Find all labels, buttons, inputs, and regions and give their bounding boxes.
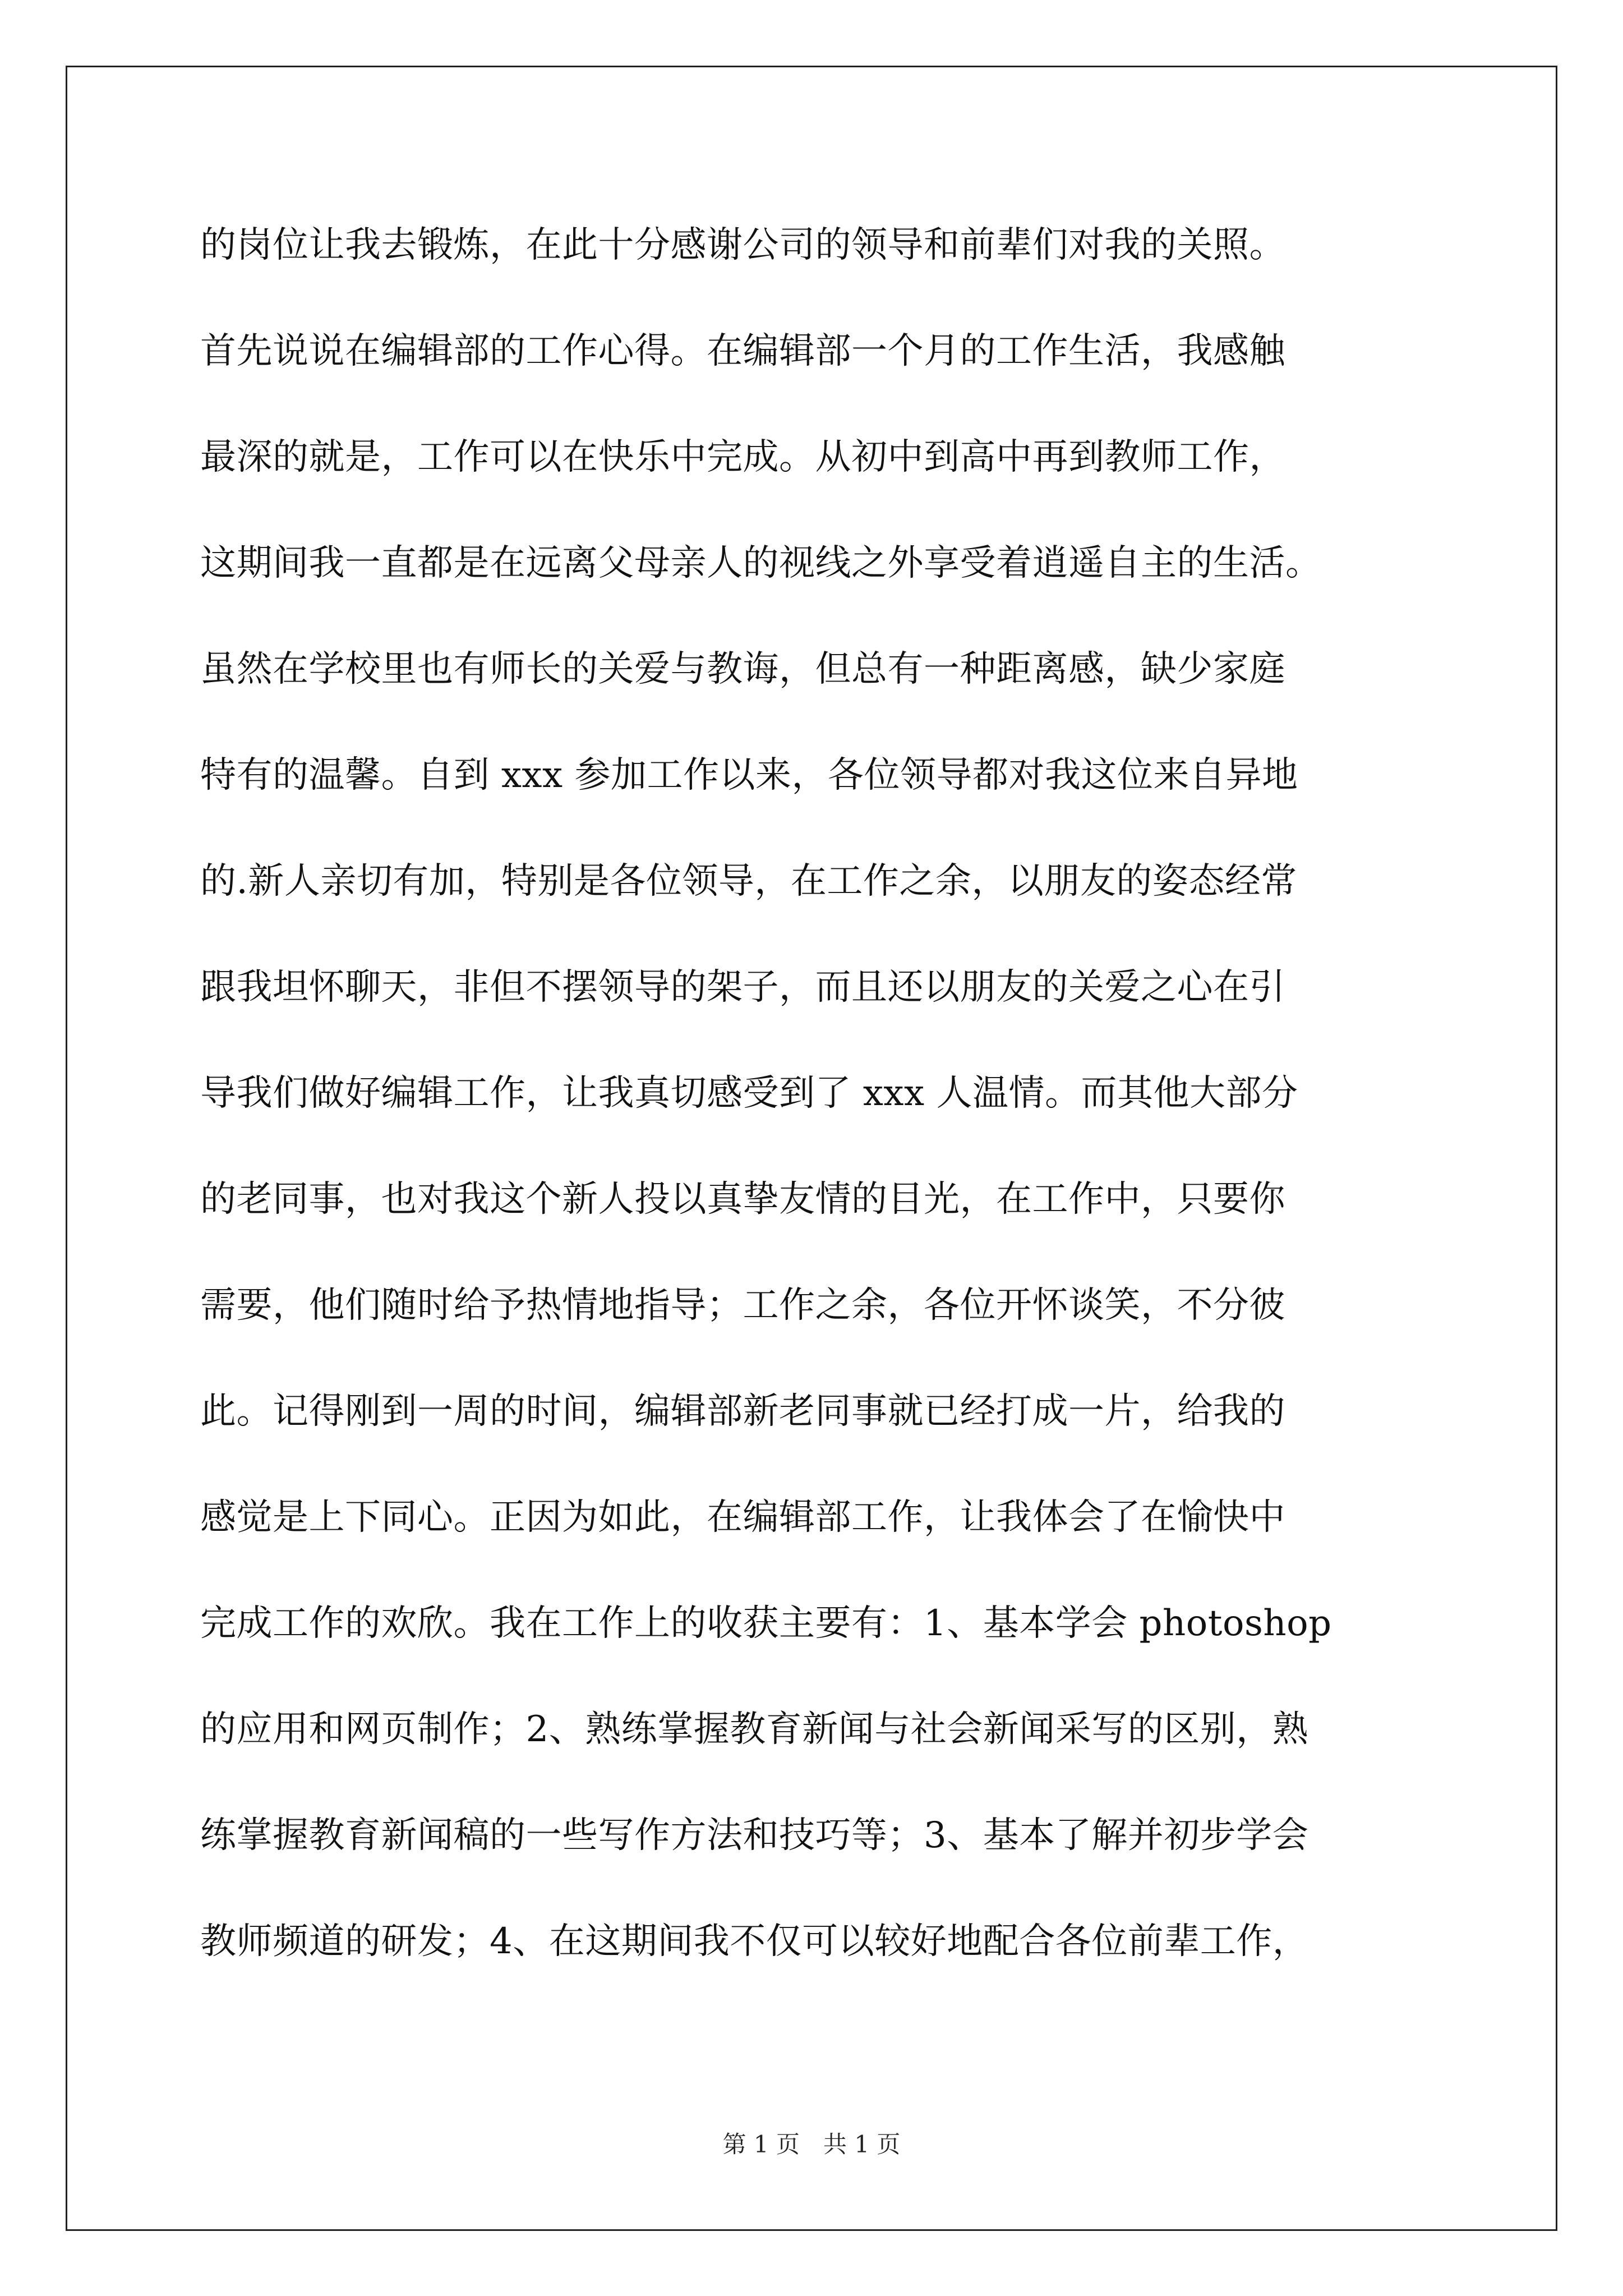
text-line: 练掌握教育新闻稿的一些写作方法和技巧等；3、基本了解并初步学会 (200, 1815, 1309, 1856)
text-line: 完成工作的欢欣。我在工作上的收获主要有：1、基本学会 photoshop (200, 1603, 1332, 1644)
text-line: 需要，他们随时给予热情地指导；工作之余，各位开怀谈笑，不分彼 (200, 1285, 1285, 1326)
page-number-footer: 第 1 页 共 1 页 (722, 2131, 901, 2158)
text-line: 首先说说在编辑部的工作心得。在编辑部一个月的工作生活，我感触 (200, 330, 1285, 372)
text-line: 虽然在学校里也有师长的关爱与教诲，但总有一种距离感，缺少家庭 (200, 648, 1285, 690)
text-line: 感觉是上下同心。正因为如此，在编辑部工作，让我体会了在愉快中 (200, 1497, 1285, 1538)
text-line: 的.新人亲切有加，特别是各位领导，在工作之余，以朋友的姿态经常 (200, 861, 1297, 902)
document-body (200, 215, 1462, 2018)
text-line: 教师频道的研发；4、在这期间我不仅可以较好地配合各位前辈工作， (200, 1921, 1309, 1962)
text-line: 的老同事，也对我这个新人投以真挚友情的目光，在工作中，只要你 (200, 1179, 1285, 1220)
text-line: 的应用和网页制作；2、熟练掌握教育新闻与社会新闻采写的区别，熟 (200, 1709, 1309, 1750)
text-line: 最深的就是，工作可以在快乐中完成。从初中到高中再到教师工作， (200, 436, 1285, 478)
text-line: 此。记得刚到一周的时间，编辑部新老同事就已经打成一片，给我的 (200, 1391, 1285, 1432)
text-line: 的岗位让我去锻炼，在此十分感谢公司的领导和前辈们对我的关照。 (200, 224, 1285, 266)
text-line: 特有的温馨。自到 xxx 参加工作以来，各位领导都对我这位来自异地 (200, 754, 1298, 796)
text-line: 这期间我一直都是在远离父母亲人的视线之外享受着逍遥自主的生活。 (200, 542, 1322, 584)
text-line: 跟我坦怀聊天，非但不摆领导的架子，而且还以朋友的关爱之心在引 (200, 967, 1285, 1008)
text-line: 导我们做好编辑工作，让我真切感受到了 xxx 人温情。而其他大部分 (200, 1073, 1298, 1114)
